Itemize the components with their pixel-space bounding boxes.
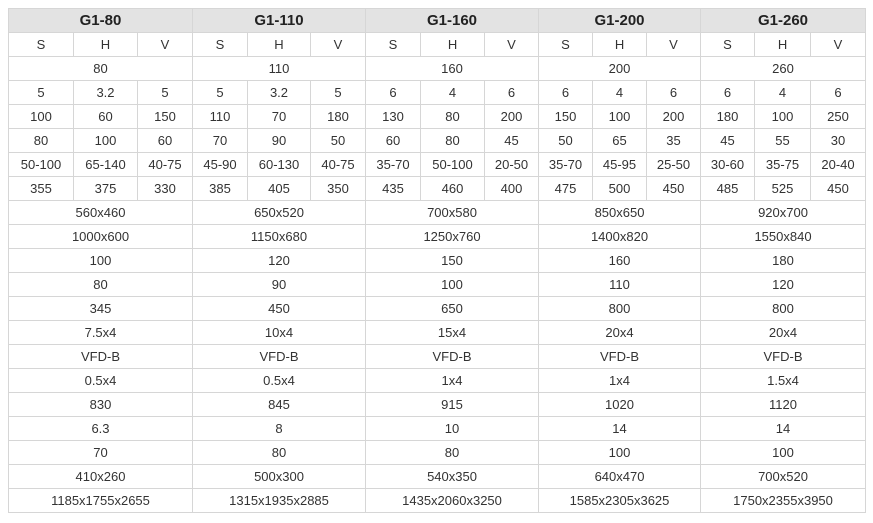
table-cell: 70	[193, 129, 248, 153]
table-row	[9, 153, 866, 177]
table-cell: 5	[311, 81, 366, 105]
table-row	[9, 225, 866, 249]
table-cell: 400	[485, 177, 539, 201]
table-cell: 6	[485, 81, 539, 105]
table-cell: 540x350	[366, 465, 539, 489]
table-cell: 150	[138, 105, 193, 129]
table-cell: V	[811, 33, 866, 57]
table-cell: 1.5x4	[701, 369, 866, 393]
table-cell: 100	[9, 105, 74, 129]
table-cell: 100	[74, 129, 138, 153]
table-cell: 405	[248, 177, 311, 201]
table-cell: 6	[647, 81, 701, 105]
table-cell: 35	[647, 129, 701, 153]
model-header: G1-80	[9, 9, 193, 33]
table-cell: 6	[811, 81, 866, 105]
table-cell: 130	[366, 105, 421, 129]
table-cell: 35-70	[539, 153, 593, 177]
table-cell: 435	[366, 177, 421, 201]
table-cell: 100	[593, 105, 647, 129]
table-cell: 1000x600	[9, 225, 193, 249]
table-cell: VFD-B	[539, 345, 701, 369]
table-cell: 80	[9, 57, 193, 81]
table-row	[9, 201, 866, 225]
table-cell: 120	[701, 273, 866, 297]
table-cell: 80	[9, 129, 74, 153]
table-row	[9, 369, 866, 393]
table-cell: 5	[138, 81, 193, 105]
table-cell: 6	[701, 81, 755, 105]
table-cell: 10x4	[193, 321, 366, 345]
table-row	[9, 105, 866, 129]
table-cell: 1x4	[366, 369, 539, 393]
table-cell: 0.5x4	[9, 369, 193, 393]
specification-table	[8, 8, 866, 513]
axis-header-row	[9, 33, 866, 57]
table-row	[9, 441, 866, 465]
table-cell: S	[193, 33, 248, 57]
table-cell: 20x4	[539, 321, 701, 345]
table-cell: 65-140	[74, 153, 138, 177]
table-cell: H	[755, 33, 811, 57]
table-cell: 40-75	[138, 153, 193, 177]
table-cell: 60	[74, 105, 138, 129]
table-cell: 250	[811, 105, 866, 129]
table-body	[9, 33, 866, 513]
table-cell: 35-70	[366, 153, 421, 177]
table-cell: 35-75	[755, 153, 811, 177]
table-cell: 450	[647, 177, 701, 201]
table-row	[9, 489, 866, 513]
table-cell: 10	[366, 417, 539, 441]
table-cell: 200	[647, 105, 701, 129]
table-cell: 525	[755, 177, 811, 201]
table-cell: 700x580	[366, 201, 539, 225]
table-cell: 30	[811, 129, 866, 153]
table-cell: 650	[366, 297, 539, 321]
table-cell: 25-50	[647, 153, 701, 177]
table-cell: 100	[9, 249, 193, 273]
table-cell: 80	[421, 105, 485, 129]
table-cell: 1020	[539, 393, 701, 417]
table-cell: 20-40	[811, 153, 866, 177]
table-cell: 160	[539, 249, 701, 273]
table-cell: 1400x820	[539, 225, 701, 249]
table-cell: 100	[755, 105, 811, 129]
table-cell: V	[485, 33, 539, 57]
table-cell: 200	[539, 57, 701, 81]
table-cell: 110	[539, 273, 701, 297]
table-cell: V	[311, 33, 366, 57]
table-cell: 4	[421, 81, 485, 105]
table-cell: 4	[755, 81, 811, 105]
table-cell: 110	[193, 105, 248, 129]
table-cell: 15x4	[366, 321, 539, 345]
table-cell: H	[248, 33, 311, 57]
table-row	[9, 393, 866, 417]
table-cell: 920x700	[701, 201, 866, 225]
table-cell: 355	[9, 177, 74, 201]
table-cell: 30-60	[701, 153, 755, 177]
table-cell: S	[366, 33, 421, 57]
table-cell: 20x4	[701, 321, 866, 345]
table-cell: 80	[9, 273, 193, 297]
table-cell: 1435x2060x3250	[366, 489, 539, 513]
table-cell: 80	[193, 441, 366, 465]
table-cell: S	[539, 33, 593, 57]
table-cell: 560x460	[9, 201, 193, 225]
table-cell: 50-100	[421, 153, 485, 177]
table-cell: 5	[9, 81, 74, 105]
table-cell: 180	[701, 249, 866, 273]
table-cell: 1185x1755x2655	[9, 489, 193, 513]
table-row	[9, 417, 866, 441]
table-cell: 100	[701, 441, 866, 465]
table-cell: 1250x760	[366, 225, 539, 249]
table-cell: 40-75	[311, 153, 366, 177]
table-cell: V	[647, 33, 701, 57]
table-row	[9, 321, 866, 345]
table-cell: 650x520	[193, 201, 366, 225]
table-cell: 460	[421, 177, 485, 201]
table-cell: 345	[9, 297, 193, 321]
table-cell: 640x470	[539, 465, 701, 489]
table-cell: 200	[485, 105, 539, 129]
table-row	[9, 81, 866, 105]
table-cell: VFD-B	[366, 345, 539, 369]
table-cell: 100	[366, 273, 539, 297]
table-row	[9, 249, 866, 273]
table-cell: 70	[248, 105, 311, 129]
table-cell: 6.3	[9, 417, 193, 441]
table-cell: 8	[193, 417, 366, 441]
table-cell: H	[421, 33, 485, 57]
model-header: G1-260	[701, 9, 866, 33]
table-cell: 1315x1935x2885	[193, 489, 366, 513]
table-cell: 90	[193, 273, 366, 297]
table-cell: 800	[539, 297, 701, 321]
table-cell: S	[9, 33, 74, 57]
table-cell: 1120	[701, 393, 866, 417]
table-cell: 90	[248, 129, 311, 153]
table-cell: 120	[193, 249, 366, 273]
table-cell: 1550x840	[701, 225, 866, 249]
table-cell: 915	[366, 393, 539, 417]
table-cell: 475	[539, 177, 593, 201]
table-cell: 55	[755, 129, 811, 153]
table-cell: 45-90	[193, 153, 248, 177]
table-cell: 260	[701, 57, 866, 81]
table-cell: 500	[593, 177, 647, 201]
table-cell: 830	[9, 393, 193, 417]
table-cell: 1x4	[539, 369, 701, 393]
table-cell: 45	[485, 129, 539, 153]
table-cell: 700x520	[701, 465, 866, 489]
table-cell: 45-95	[593, 153, 647, 177]
table-cell: 500x300	[193, 465, 366, 489]
table-cell: 150	[539, 105, 593, 129]
table-cell: 150	[366, 249, 539, 273]
table-cell: V	[138, 33, 193, 57]
table-cell: 20-50	[485, 153, 539, 177]
table-cell: 6	[366, 81, 421, 105]
table-cell: 385	[193, 177, 248, 201]
table-row	[9, 177, 866, 201]
table-row	[9, 345, 866, 369]
table-cell: 485	[701, 177, 755, 201]
table-cell: VFD-B	[9, 345, 193, 369]
table-cell: 450	[193, 297, 366, 321]
table-cell: VFD-B	[701, 345, 866, 369]
table-cell: 180	[701, 105, 755, 129]
table-cell: 50	[311, 129, 366, 153]
table-cell: 100	[539, 441, 701, 465]
table-cell: 50-100	[9, 153, 74, 177]
table-cell: 450	[811, 177, 866, 201]
table-cell: 330	[138, 177, 193, 201]
table-cell: 7.5x4	[9, 321, 193, 345]
table-cell: 70	[9, 441, 193, 465]
table-cell: 410x260	[9, 465, 193, 489]
table-cell: 375	[74, 177, 138, 201]
table-row	[9, 273, 866, 297]
table-cell: 180	[311, 105, 366, 129]
table-cell: 5	[193, 81, 248, 105]
table-cell: 1150x680	[193, 225, 366, 249]
model-header: G1-160	[366, 9, 539, 33]
table-cell: 800	[701, 297, 866, 321]
table-cell: 4	[593, 81, 647, 105]
table-cell: 6	[539, 81, 593, 105]
table-cell: 160	[366, 57, 539, 81]
table-cell: 3.2	[74, 81, 138, 105]
model-header: G1-200	[539, 9, 701, 33]
model-header-row	[9, 9, 866, 33]
table-cell: 1750x2355x3950	[701, 489, 866, 513]
model-header: G1-110	[193, 9, 366, 33]
table-cell: 850x650	[539, 201, 701, 225]
table-cell: 50	[539, 129, 593, 153]
table-cell: 110	[193, 57, 366, 81]
table-cell: 80	[366, 441, 539, 465]
table-cell: 14	[701, 417, 866, 441]
table-row	[9, 129, 866, 153]
table-cell: 60-130	[248, 153, 311, 177]
table-cell: 1585x2305x3625	[539, 489, 701, 513]
table-cell: H	[74, 33, 138, 57]
table-row	[9, 57, 866, 81]
table-cell: 60	[138, 129, 193, 153]
table-row	[9, 297, 866, 321]
table-cell: 80	[421, 129, 485, 153]
table-cell: 65	[593, 129, 647, 153]
table-cell: 3.2	[248, 81, 311, 105]
table-cell: 0.5x4	[193, 369, 366, 393]
table-cell: 845	[193, 393, 366, 417]
table-cell: H	[593, 33, 647, 57]
table-cell: VFD-B	[193, 345, 366, 369]
table-cell: 45	[701, 129, 755, 153]
table-cell: 60	[366, 129, 421, 153]
table-cell: S	[701, 33, 755, 57]
table-row	[9, 465, 866, 489]
table-cell: 14	[539, 417, 701, 441]
table-cell: 350	[311, 177, 366, 201]
